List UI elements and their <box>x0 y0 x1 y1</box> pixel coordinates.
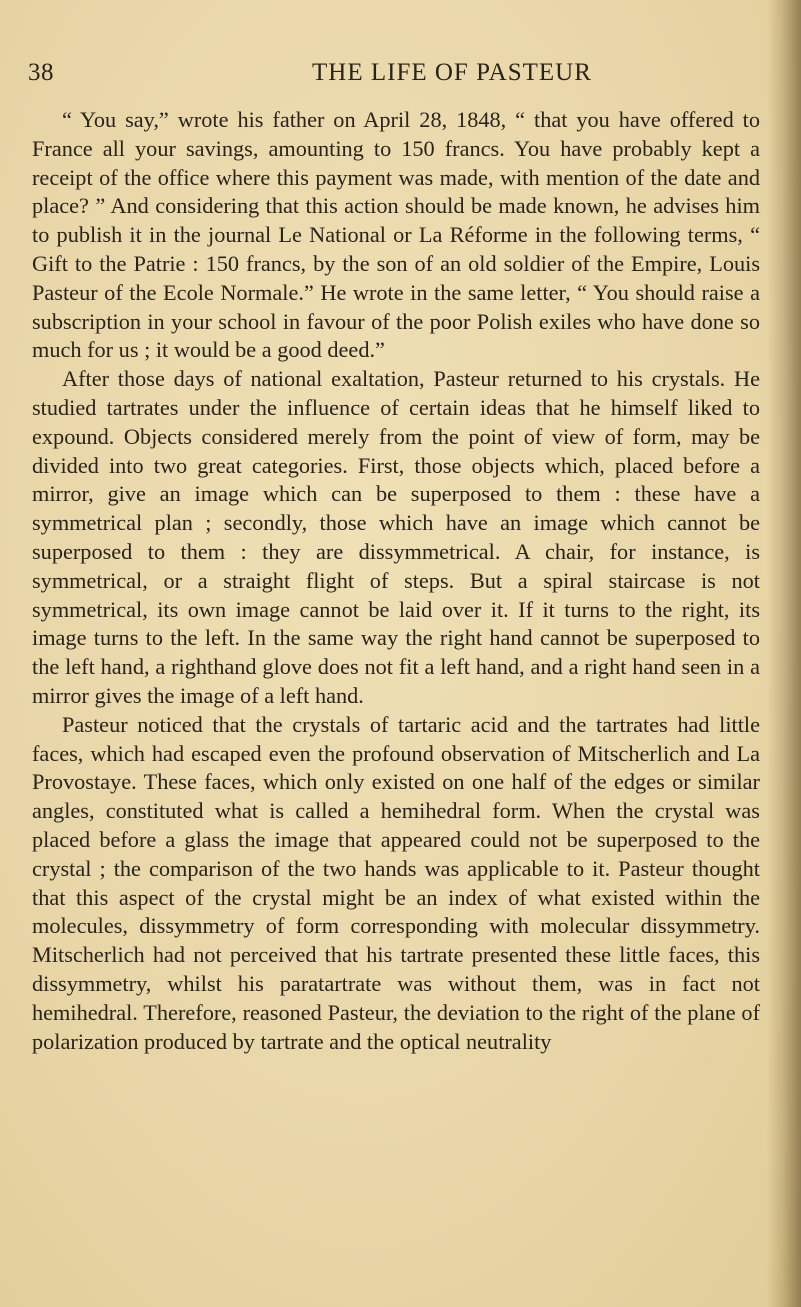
page-number: 38 <box>28 59 54 86</box>
paragraph-hemihedral: Pasteur noticed that the crystals of tartaric acid and the tartrates had little faces, which had escaped even the profound observation of Mitscherlich and La Provostaye. These faces, which only existed on one half of the edges or similar angles, constituted what is called a hemihedral form. When the crystal was placed before a glass the image that appeared could not be superposed to the crystal ; the comparison of the two hands was applicable to it. Pasteur thought that this aspect of the crystal might be an index of what existed within the molecules, dissymmetry of form corresponding with molecular dissymmetry. Mitscherlich had not perceived that his tartrate presented these little faces, this dissymmetry, whilst his paratartrate was without them, was in fact not hemihedral. Therefore, reasoned Pasteur, the deviation to the right of the plane of polarization produced by tartrate and the optical neutrality <box>32 711 760 1054</box>
running-title: THE LIFE OF PASTEUR <box>312 59 592 86</box>
page-edge-shadow <box>767 0 801 1307</box>
page-header <box>0 58 801 94</box>
paragraph-father-letter: “ You say,” wrote his father on April 28, 1848, “ that you have offered to France all your savings, amounting to 150 francs. You have probably kept a receipt of the office where this payment was made, with mention of the date and place? ” And considering that this action should be made known, he advises him to publish it in the journal Le National or La Réforme in the following terms, “ Gift to the Patrie : 150 francs, by the son of an old soldier of the Empire, Louis Pasteur of the Ecole Normale.” He wrote in the same letter, “ You should raise a subscription in your school in favour of the poor Polish exiles who have done so much for us ; it would be a good deed.” <box>32 107 760 363</box>
body-text <box>32 106 760 1056</box>
paragraph-symmetry: After those days of national exaltation, Pasteur returned to his crystals. He studied tartrates under the influence of certain ideas that he himself liked to expound. Objects considered merely from the point of view of form, may be divided into two great categories. First, those objects which, placed before a mirror, give an image which can be superposed to them : these have a symmetrical plan ; secondly, those which have an image which cannot be superposed to them : they are dissymmetrical. A chair, for instance, is symmetrical, or a straight flight of steps. But a spiral staircase is not symmetrical, its own image cannot be laid over it. If it turns to the right, its image turns to the left. In the same way the right hand cannot be superposed to the left hand, a righthand glove does not fit a left hand, and a right hand seen in a mirror gives the image of a left hand. <box>32 366 760 708</box>
